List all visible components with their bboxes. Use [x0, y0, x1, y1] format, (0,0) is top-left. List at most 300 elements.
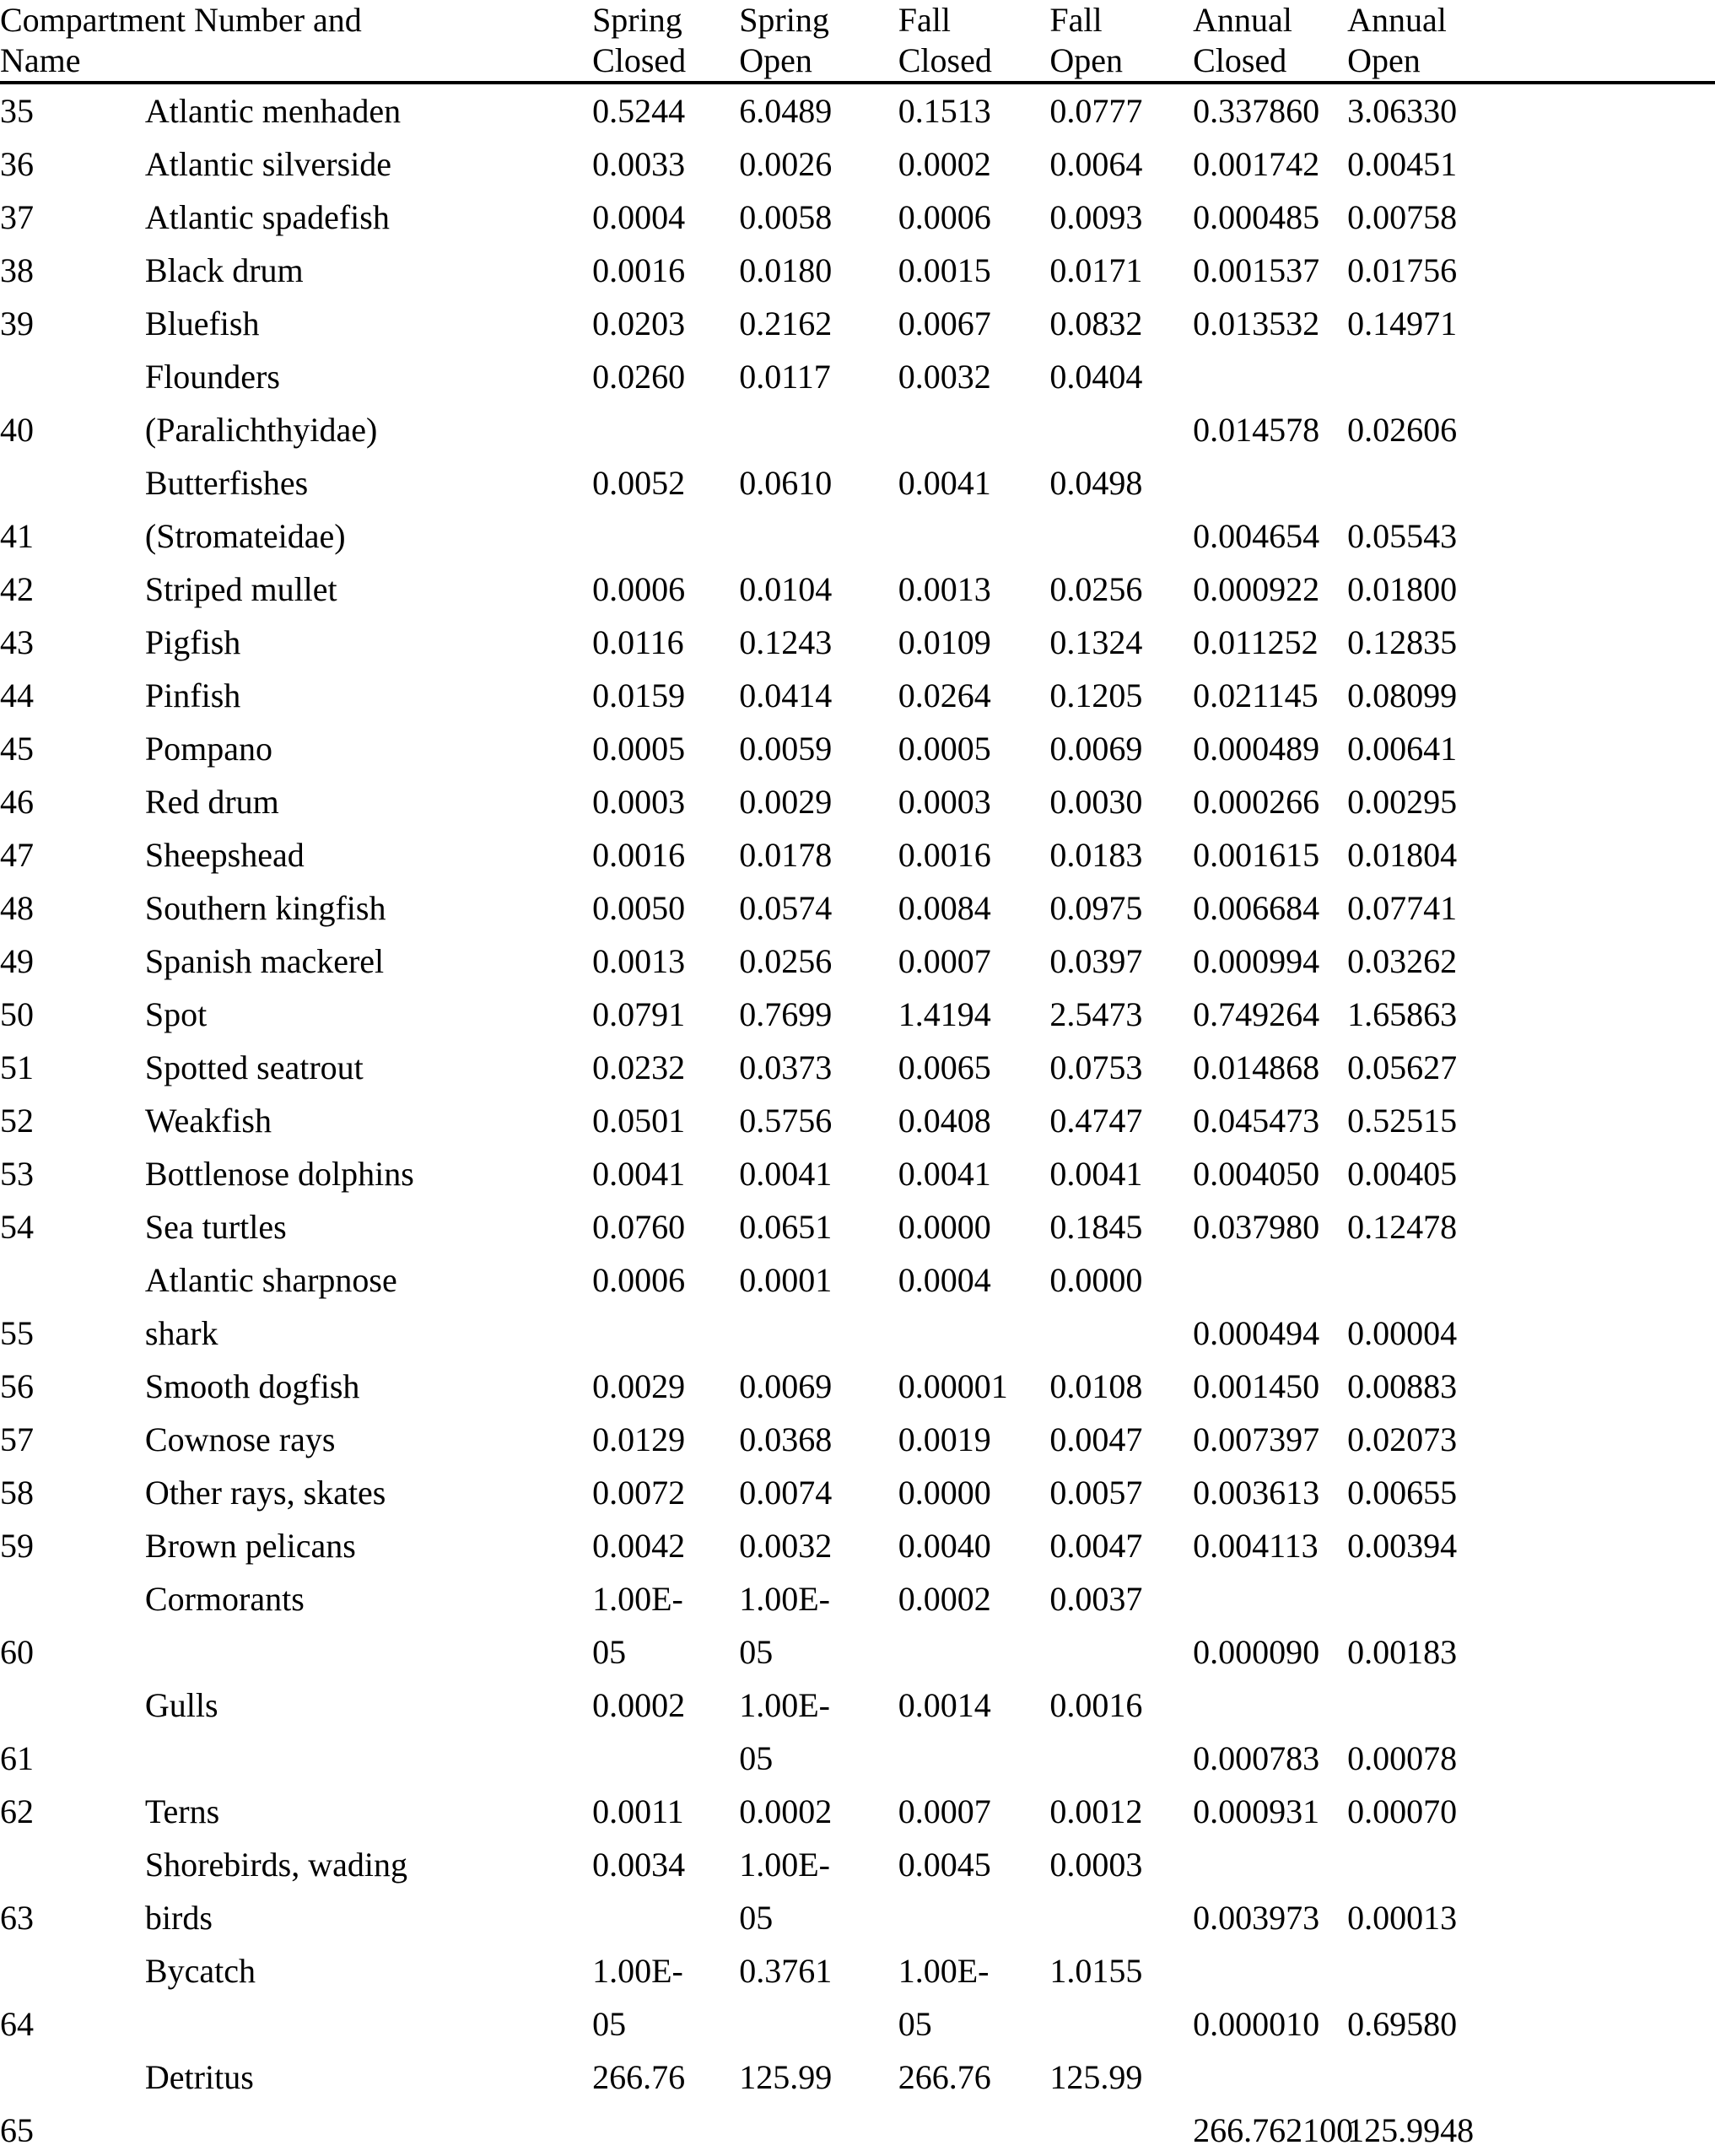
cell-compartment-number [0, 83, 145, 137]
value-fall-open: 0.0003 [1049, 1846, 1143, 1884]
cell-compartment-name [145, 616, 592, 669]
table-row [0, 1944, 1715, 2051]
cell-compartment-name [145, 1094, 592, 1147]
cell-spring-closed [592, 1094, 739, 1147]
cell-compartment-name [145, 1360, 592, 1413]
cell-compartment-number [0, 2051, 145, 2156]
cell-spring-closed [592, 1413, 739, 1466]
column-header-fall-open-line2: Open [1049, 41, 1124, 79]
value-fall-open: 0.0069 [1049, 730, 1143, 768]
value-annual-open: 0.07741 [1347, 889, 1458, 927]
cell-compartment-name [145, 722, 592, 775]
cell-compartment-number [0, 1572, 145, 1679]
cell-spring-open [739, 83, 898, 137]
value-spring-closed: 0.5244 [592, 92, 686, 130]
cell-fall-open [1049, 988, 1193, 1041]
value-fall-open: 0.0030 [1049, 783, 1143, 821]
cell-spring-open [739, 1944, 898, 2051]
value-spring-open: 0.0104 [739, 570, 833, 608]
cell-compartment-number [0, 1679, 145, 1785]
cell-compartment-name [145, 456, 592, 563]
cell-spring-closed [592, 1360, 739, 1413]
cell-compartment-name [145, 2051, 592, 2156]
column-header-compartment-line2: Name [0, 41, 81, 79]
compartment-name-line1: Spot [144, 995, 208, 1033]
cell-spring-closed [592, 2051, 739, 2156]
cell-spring-open [739, 2051, 898, 2156]
cell-compartment-number [0, 137, 145, 191]
cell-spring-open [739, 1466, 898, 1519]
value-spring-open: 0.0610 [739, 464, 833, 502]
value-annual-closed: 0.000090 [1193, 1633, 1320, 1671]
column-header-annual-open [1347, 0, 1715, 83]
cell-fall-open [1049, 1944, 1193, 2051]
table-body [0, 83, 1715, 2156]
compartment-name-line1: Butterfishes [144, 464, 309, 502]
value-annual-closed: 0.006684 [1193, 889, 1320, 927]
cell-spring-open [739, 191, 898, 244]
cell-annual-closed [1193, 1041, 1347, 1094]
cell-compartment-name [145, 244, 592, 297]
compartment-name-line1: Shorebirds, wading [144, 1846, 407, 1884]
value-spring-closed: 0.0129 [592, 1420, 686, 1458]
cell-spring-closed [592, 1200, 739, 1253]
value-spring-open: 0.0368 [739, 1420, 833, 1458]
cell-compartment-name [145, 775, 592, 828]
value-annual-open: 3.06330 [1347, 92, 1458, 130]
compartment-name-line1: Atlantic sharpnose [144, 1261, 397, 1299]
value-annual-open: 0.03262 [1347, 942, 1458, 980]
cell-annual-closed [1193, 775, 1347, 828]
cell-annual-closed [1193, 563, 1347, 616]
cell-compartment-number [0, 1200, 145, 1253]
value-annual-open: 0.00883 [1347, 1367, 1458, 1405]
value-annual-closed: 0.000485 [1193, 198, 1320, 236]
cell-fall-closed [898, 669, 1050, 722]
cell-spring-closed [592, 1253, 739, 1360]
value-annual-open: 0.00004 [1347, 1314, 1458, 1352]
compartment-number: 38 [0, 251, 34, 289]
value-annual-closed: 0.000994 [1193, 942, 1320, 980]
value-spring-open: 0.0414 [739, 676, 833, 714]
value-annual-open: 0.01800 [1347, 570, 1458, 608]
value-spring-open: 0.0032 [739, 1527, 833, 1565]
cell-compartment-name [145, 191, 592, 244]
compartment-name-line1: Brown pelicans [144, 1527, 356, 1565]
value-annual-open: 0.12835 [1347, 623, 1458, 661]
value-spring-closed: 0.0003 [592, 783, 686, 821]
cell-fall-closed [898, 1094, 1050, 1147]
compartment-name-line1: Bycatch [144, 1952, 256, 1990]
compartment-number: 51 [0, 1048, 34, 1086]
cell-annual-closed [1193, 456, 1347, 563]
value-fall-closed: 0.0016 [898, 836, 991, 874]
table-row [0, 828, 1715, 881]
cell-spring-closed [592, 1147, 739, 1200]
compartment-number: 62 [0, 1792, 34, 1830]
cell-compartment-name [145, 1147, 592, 1200]
value-fall-open: 0.0171 [1049, 251, 1143, 289]
cell-fall-closed [898, 1200, 1050, 1253]
cell-compartment-number [0, 1094, 145, 1147]
cell-fall-open [1049, 1360, 1193, 1413]
cell-annual-closed [1193, 1572, 1347, 1679]
value-annual-open: 0.00394 [1347, 1527, 1458, 1565]
value-annual-open: 0.00070 [1347, 1792, 1458, 1830]
cell-compartment-name [145, 828, 592, 881]
cell-annual-open [1347, 616, 1715, 669]
value-fall-open: 0.1845 [1049, 1208, 1143, 1246]
cell-compartment-number [0, 1785, 145, 1838]
cell-compartment-name [145, 563, 592, 616]
value-spring-closed: 0.0033 [592, 145, 686, 183]
cell-fall-closed [898, 1785, 1050, 1838]
cell-fall-open [1049, 1572, 1193, 1679]
cell-compartment-name [145, 1253, 592, 1360]
value-annual-closed: 266.762100 [1193, 2111, 1354, 2149]
cell-fall-closed [898, 1413, 1050, 1466]
cell-spring-closed [592, 616, 739, 669]
value-annual-open: 0.52515 [1347, 1102, 1458, 1140]
cell-fall-closed [898, 1679, 1050, 1785]
cell-compartment-name [145, 1413, 592, 1466]
cell-compartment-name [145, 988, 592, 1041]
value-spring-closed: 0.0002 [592, 1686, 686, 1724]
column-header-spring-open-line2: Open [739, 41, 812, 79]
cell-compartment-name [145, 1838, 592, 1944]
compartment-name-line1: Red drum [144, 783, 279, 821]
cell-annual-open [1347, 1041, 1715, 1094]
cell-spring-open [739, 1360, 898, 1413]
compartment-number: 65 [0, 2111, 34, 2149]
value-annual-closed: 0.001615 [1193, 836, 1320, 874]
value-annual-closed: 0.000931 [1193, 1792, 1320, 1830]
cell-annual-open [1347, 935, 1715, 988]
cell-compartment-name [145, 1041, 592, 1094]
cell-spring-open [739, 775, 898, 828]
value-fall-open: 0.0012 [1049, 1792, 1143, 1830]
value-annual-closed: 0.000489 [1193, 730, 1320, 768]
value-fall-closed: 0.0000 [898, 1208, 991, 1246]
table-row [0, 137, 1715, 191]
table-row [0, 1200, 1715, 1253]
cell-fall-closed [898, 297, 1050, 350]
value-spring-closed: 0.0116 [592, 623, 684, 661]
cell-annual-closed [1193, 1253, 1347, 1360]
value-annual-closed: 0.000494 [1193, 1314, 1320, 1352]
value-annual-open: 0.00655 [1347, 1474, 1458, 1512]
value-spring-closed: 0.0011 [592, 1792, 684, 1830]
compartment-number: 58 [0, 1474, 34, 1512]
value-annual-closed: 0.001450 [1193, 1367, 1320, 1405]
cell-compartment-number [0, 1360, 145, 1413]
cell-spring-open [739, 297, 898, 350]
cell-spring-closed [592, 1519, 739, 1572]
value-fall-closed: 0.0041 [898, 464, 991, 502]
column-header-fall-closed-line1: Fall [898, 1, 951, 39]
value-fall-closed: 0.0040 [898, 1527, 991, 1565]
cell-compartment-number [0, 881, 145, 935]
compartment-number: 49 [0, 942, 34, 980]
value-annual-open: 0.00641 [1347, 730, 1458, 768]
value-annual-closed: 0.337860 [1193, 92, 1320, 130]
table-row [0, 83, 1715, 137]
table-row [0, 935, 1715, 988]
cell-spring-closed [592, 191, 739, 244]
compartment-name-line1: Other rays, skates [144, 1474, 386, 1512]
value-annual-closed: 0.000783 [1193, 1739, 1320, 1777]
value-spring-closed: 0.0004 [592, 198, 686, 236]
value-spring-closed: 0.0029 [592, 1367, 686, 1405]
cell-fall-open [1049, 616, 1193, 669]
cell-annual-open [1347, 83, 1715, 137]
cell-annual-open [1347, 1466, 1715, 1519]
cell-spring-open [739, 881, 898, 935]
column-header-annual-open-line1: Annual [1347, 1, 1447, 39]
table-row [0, 1572, 1715, 1679]
cell-annual-closed [1193, 881, 1347, 935]
cell-fall-closed [898, 563, 1050, 616]
cell-spring-closed [592, 935, 739, 988]
cell-annual-open [1347, 191, 1715, 244]
cell-spring-open [739, 1785, 898, 1838]
cell-spring-open [739, 1041, 898, 1094]
value-spring-open: 0.5756 [739, 1102, 833, 1140]
value-fall-closed: 0.0004 [898, 1261, 991, 1299]
cell-annual-closed [1193, 1679, 1347, 1785]
compartment-number: 42 [0, 570, 34, 608]
cell-annual-open [1347, 456, 1715, 563]
value-spring-open: 0.0117 [739, 358, 831, 396]
cell-spring-open [739, 722, 898, 775]
table-row [0, 1785, 1715, 1838]
compartment-number: 50 [0, 995, 34, 1033]
cell-compartment-number [0, 456, 145, 563]
cell-compartment-number [0, 775, 145, 828]
cell-spring-open [739, 616, 898, 669]
cell-fall-closed [898, 1253, 1050, 1360]
value-fall-open: 0.0016 [1049, 1686, 1143, 1724]
cell-spring-open [739, 1094, 898, 1147]
cell-annual-open [1347, 1413, 1715, 1466]
cell-fall-open [1049, 2051, 1193, 2156]
cell-spring-closed [592, 669, 739, 722]
cell-compartment-name [145, 1519, 592, 1572]
compartment-number: 57 [0, 1420, 34, 1458]
compartment-name-line1: Weakfish [144, 1102, 272, 1140]
compartment-name-line1: Southern kingfish [144, 889, 386, 927]
value-annual-closed: 0.014868 [1193, 1048, 1320, 1086]
value-annual-closed: 0.004113 [1193, 1527, 1319, 1565]
compartment-number: 53 [0, 1155, 34, 1193]
cell-fall-open [1049, 881, 1193, 935]
compartment-name-line1: Cownose rays [144, 1420, 336, 1458]
column-header-fall-closed-line2: Closed [898, 41, 992, 79]
table-row [0, 1147, 1715, 1200]
cell-fall-open [1049, 1147, 1193, 1200]
value-annual-open: 0.05543 [1347, 517, 1458, 555]
value-spring-open: 0.0651 [739, 1208, 833, 1246]
cell-fall-open [1049, 1785, 1193, 1838]
compartment-number: 44 [0, 676, 34, 714]
cell-spring-open [739, 935, 898, 988]
value-spring-closed: 0.0042 [592, 1527, 686, 1565]
cell-annual-open [1347, 1785, 1715, 1838]
compartment-name-line1: Pigfish [144, 623, 241, 661]
cell-compartment-number [0, 722, 145, 775]
value-annual-closed: 0.001742 [1193, 145, 1320, 183]
compartment-name-line1: Bluefish [144, 305, 260, 342]
cell-annual-open [1347, 669, 1715, 722]
value-fall-closed: 0.0000 [898, 1474, 991, 1512]
value-spring-closed: 0.0072 [592, 1474, 686, 1512]
column-header-spring-open [739, 0, 898, 83]
column-header-spring-closed-line1: Spring [592, 1, 682, 39]
cell-fall-open [1049, 563, 1193, 616]
cell-annual-closed [1193, 1094, 1347, 1147]
table-row [0, 1519, 1715, 1572]
column-header-annual-closed-line2: Closed [1193, 41, 1287, 79]
cell-compartment-name [145, 1944, 592, 2051]
value-annual-open: 0.00451 [1347, 145, 1458, 183]
cell-fall-open [1049, 935, 1193, 988]
table-row [0, 1253, 1715, 1360]
value-annual-closed: 0.011252 [1193, 623, 1319, 661]
cell-annual-open [1347, 1094, 1715, 1147]
cell-spring-open [739, 1413, 898, 1466]
compartment-name-line1: Black drum [144, 251, 304, 289]
table-header-row [0, 0, 1715, 83]
cell-annual-closed [1193, 1944, 1347, 2051]
cell-annual-closed [1193, 722, 1347, 775]
value-annual-closed: 0.021145 [1193, 676, 1319, 714]
table-head [0, 0, 1715, 83]
cell-annual-closed [1193, 191, 1347, 244]
cell-compartment-name [145, 350, 592, 456]
cell-fall-closed [898, 1360, 1050, 1413]
value-spring-open: 0.0180 [739, 251, 833, 289]
cell-spring-open [739, 244, 898, 297]
column-header-annual-open-line2: Open [1347, 41, 1421, 79]
compartment-name-line1: Sheepshead [144, 836, 305, 874]
compartment-number: 43 [0, 623, 34, 661]
cell-annual-open [1347, 137, 1715, 191]
value-fall-open: 0.0093 [1049, 198, 1143, 236]
value-fall-closed: 0.0408 [898, 1102, 991, 1140]
value-annual-closed: 0.000010 [1193, 2005, 1320, 2043]
cell-fall-closed [898, 1838, 1050, 1944]
compartment-name-line1: Atlantic spadefish [144, 198, 390, 236]
cell-spring-open [739, 1519, 898, 1572]
compartment-number: 48 [0, 889, 34, 927]
cell-annual-closed [1193, 935, 1347, 988]
value-spring-closed: 0.0232 [592, 1048, 686, 1086]
cell-annual-closed [1193, 616, 1347, 669]
cell-spring-closed [592, 456, 739, 563]
cell-compartment-name [145, 1785, 592, 1838]
cell-fall-open [1049, 722, 1193, 775]
cell-fall-closed [898, 616, 1050, 669]
value-spring-open: 0.0041 [739, 1155, 833, 1193]
table-row [0, 1413, 1715, 1466]
value-fall-open: 2.5473 [1049, 995, 1143, 1033]
cell-fall-open [1049, 1200, 1193, 1253]
cell-spring-open [739, 1572, 898, 1679]
compartment-number: 63 [0, 1899, 34, 1937]
cell-annual-closed [1193, 1519, 1347, 1572]
value-spring-closed: 0.0501 [592, 1102, 686, 1140]
value-fall-open: 125.99 [1049, 2058, 1143, 2096]
cell-fall-closed [898, 722, 1050, 775]
value-fall-open: 0.4747 [1049, 1102, 1143, 1140]
cell-spring-closed [592, 1679, 739, 1785]
value-spring-closed: 0.0013 [592, 942, 686, 980]
compartment-number: 36 [0, 145, 34, 183]
value-fall-open: 0.0047 [1049, 1527, 1143, 1565]
value-fall-closed: 0.0005 [898, 730, 991, 768]
cell-compartment-name [145, 669, 592, 722]
cell-fall-open [1049, 669, 1193, 722]
compartment-name-line1: Pompano [144, 730, 273, 768]
cell-spring-closed [592, 83, 739, 137]
cell-fall-closed [898, 456, 1050, 563]
cell-fall-open [1049, 1413, 1193, 1466]
value-annual-closed: 0.749264 [1193, 995, 1320, 1033]
value-spring-open: 0.2162 [739, 305, 833, 342]
value-annual-closed: 0.004654 [1193, 517, 1320, 555]
column-header-fall-closed [898, 0, 1050, 83]
cell-annual-open [1347, 297, 1715, 350]
cell-annual-closed [1193, 1413, 1347, 1466]
value-spring-open: 0.0059 [739, 730, 833, 768]
value-fall-closed: 0.0002 [898, 1580, 991, 1618]
column-header-spring-open-line1: Spring [739, 1, 829, 39]
compartment-name-line1: Sea turtles [144, 1208, 287, 1246]
value-spring-open: 0.0029 [739, 783, 833, 821]
value-spring-open: 0.0074 [739, 1474, 833, 1512]
cell-annual-open [1347, 1200, 1715, 1253]
cell-compartment-number [0, 828, 145, 881]
cell-compartment-number [0, 1041, 145, 1094]
value-spring-open: 0.0026 [739, 145, 833, 183]
cell-compartment-number [0, 616, 145, 669]
value-annual-open: 0.01804 [1347, 836, 1458, 874]
cell-annual-closed [1193, 1200, 1347, 1253]
cell-fall-closed [898, 775, 1050, 828]
value-fall-open: 0.0183 [1049, 836, 1143, 874]
cell-fall-closed [898, 244, 1050, 297]
table-row [0, 1360, 1715, 1413]
cell-fall-closed [898, 881, 1050, 935]
cell-spring-open [739, 669, 898, 722]
value-spring-closed: 0.0041 [592, 1155, 686, 1193]
cell-compartment-number [0, 350, 145, 456]
value-spring-closed: 0.0005 [592, 730, 686, 768]
compartment-name-line1: Atlantic menhaden [144, 92, 402, 130]
value-fall-open: 0.0404 [1049, 358, 1143, 396]
cell-annual-open [1347, 775, 1715, 828]
cell-compartment-name [145, 297, 592, 350]
value-spring-open: 0.3761 [739, 1952, 833, 1990]
cell-spring-open [739, 563, 898, 616]
cell-spring-closed [592, 1466, 739, 1519]
table-row [0, 297, 1715, 350]
compartment-number: 59 [0, 1527, 34, 1565]
value-fall-open: 0.0256 [1049, 570, 1143, 608]
value-spring-open: 6.0489 [739, 92, 833, 130]
value-fall-open: 0.1324 [1049, 623, 1143, 661]
cell-spring-open [739, 1147, 898, 1200]
